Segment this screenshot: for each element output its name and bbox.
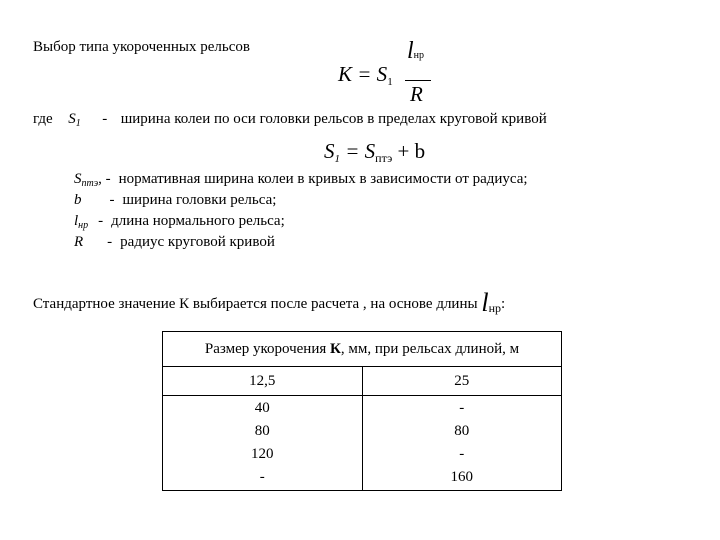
table-cell: - bbox=[259, 469, 265, 485]
where-text: ширина колеи по оси головки рельсов в пределах круговой кривой bbox=[120, 111, 547, 127]
formula-k-fraction-bar bbox=[405, 80, 431, 81]
table-header: Размер укорочения К, мм, при рельсах длиной, м bbox=[163, 332, 562, 367]
table-cell: 160 bbox=[450, 469, 473, 485]
formula-k-denominator: R bbox=[410, 82, 423, 106]
table-cell: 80 bbox=[454, 423, 470, 439]
column-header-12-5: 12,5 bbox=[163, 367, 363, 396]
definition-item: $l_{нр}$ - длина нормального рельса; bbox=[74, 213, 285, 231]
where-line bbox=[33, 111, 547, 128]
column-header-25: 25 bbox=[362, 367, 562, 396]
where-prefix: где bbox=[33, 111, 53, 127]
table-cell: - bbox=[459, 400, 465, 416]
shortening-table bbox=[162, 331, 562, 491]
definition-item: b - ширина головки рельса; bbox=[74, 192, 277, 208]
where-symbol: $S_1$ bbox=[68, 111, 81, 129]
page-heading: Выбор типа укороченных рельсов bbox=[33, 39, 250, 55]
column-values-12-5 bbox=[163, 396, 363, 491]
table-cell: 120 bbox=[251, 446, 274, 462]
formula-s: S1 = Sптэ + b bbox=[324, 139, 426, 165]
definition-item: R - радиус круговой кривой bbox=[74, 234, 275, 250]
formula-k-lhs: K = S1 bbox=[338, 62, 393, 88]
definition-item: $S_{птэ}$, - нормативная ширина колеи в кривых в зависимости от радиуса; bbox=[74, 171, 528, 189]
column-values-25 bbox=[362, 396, 562, 491]
standard-note: Стандартное значение К выбирается после расчета , на основе длины $l_{нр}$: bbox=[33, 288, 506, 317]
where-dash: - bbox=[102, 111, 108, 127]
table-cell: 40 bbox=[254, 400, 270, 416]
table-cell: - bbox=[459, 446, 465, 462]
table-cell: 80 bbox=[254, 423, 270, 439]
formula-k-numerator: lнр bbox=[407, 38, 425, 64]
